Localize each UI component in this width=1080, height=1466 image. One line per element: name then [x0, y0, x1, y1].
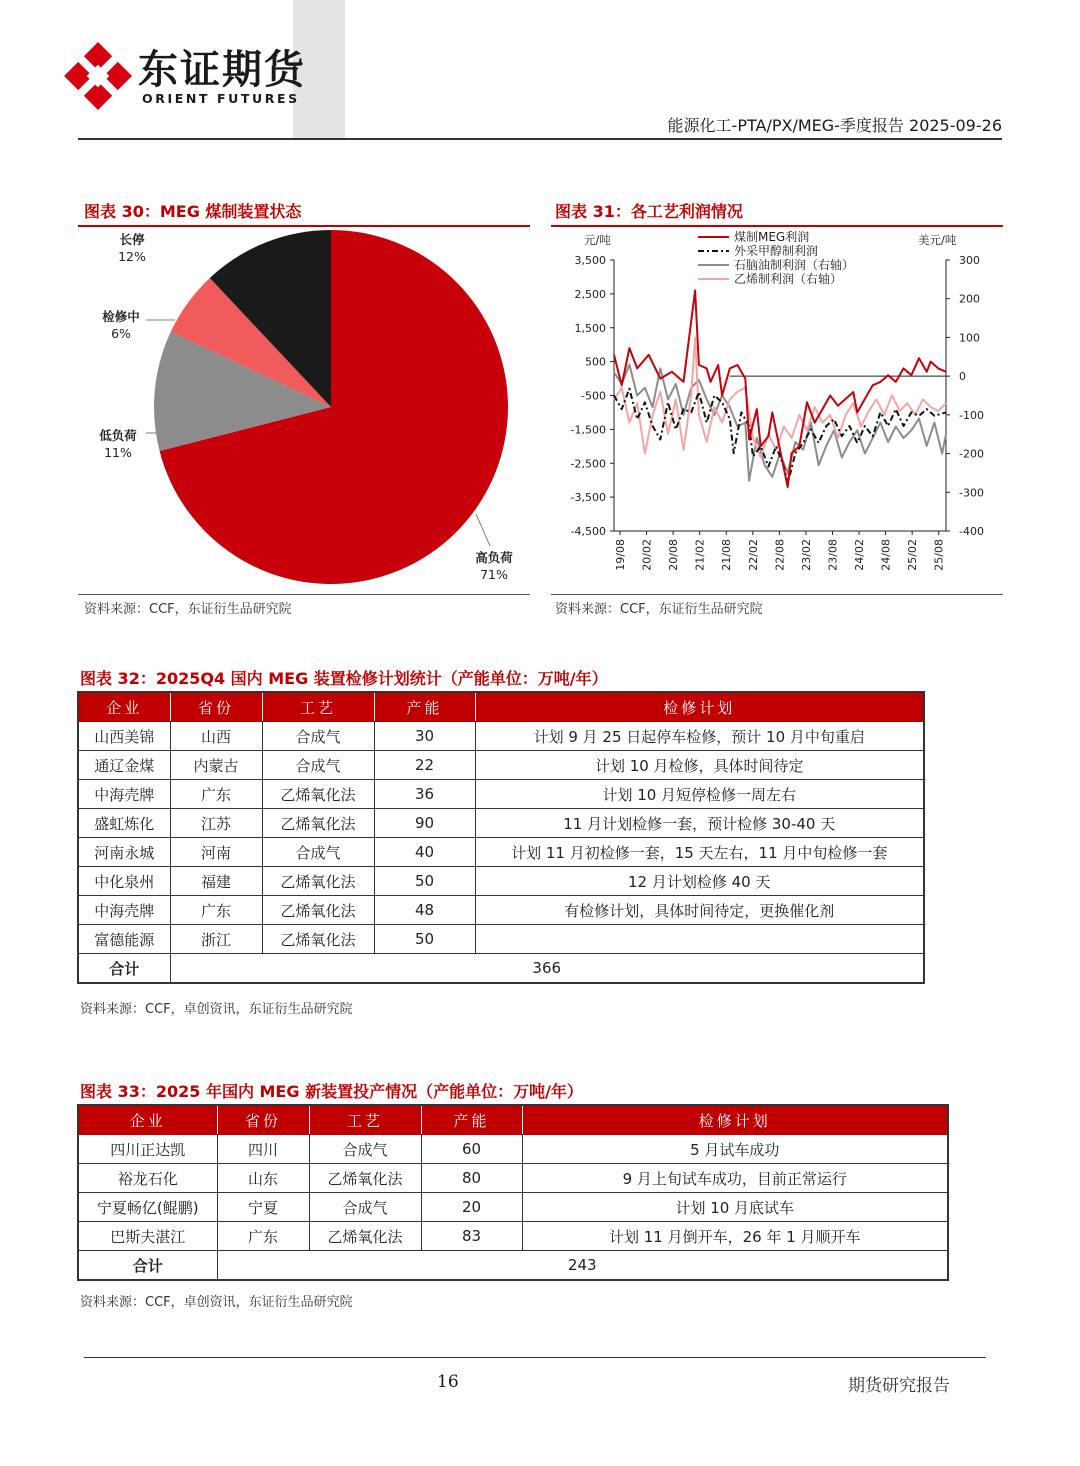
cell-plan: 计划 9 月 25 日起停车检修，预计 10 月中旬重启: [475, 722, 924, 751]
x-tick-label: 21/02: [693, 539, 707, 571]
pie-chart: [78, 228, 530, 592]
cell-plan: 11 月计划检修一套，预计检修 30-40 天: [475, 809, 924, 838]
cell-capacity: 60: [421, 1135, 522, 1164]
cell-process: 乙烯氧化法: [309, 1164, 421, 1193]
total-label: 合计: [78, 1251, 217, 1281]
report-header-title: 能源化工-PTA/PX/MEG-季度报告 2025-09-26: [667, 116, 1002, 135]
cell-plan: 计划 11 月初检修一套，15 天左右，11 月中旬检修一套: [475, 838, 924, 867]
logo-english-name: ORIENT FUTURES: [142, 91, 300, 106]
cell-province: 江苏: [170, 809, 262, 838]
right-unit-label: 美元/吨: [918, 233, 957, 247]
cell-province: 广东: [217, 1222, 309, 1251]
x-tick-label: 25/08: [932, 539, 946, 571]
cell-capacity: 90: [374, 809, 475, 838]
pie-slice-label: 检修中: [102, 309, 140, 324]
line-chart: [551, 228, 1003, 592]
left-tick-label: -3,500: [570, 491, 606, 505]
pie-slice-percent: 71%: [480, 567, 508, 582]
x-tick-label: 19/08: [614, 539, 627, 571]
left-unit-label: 元/吨: [584, 233, 611, 247]
cell-province: 内蒙古: [170, 751, 262, 780]
cell-capacity: 80: [421, 1164, 522, 1193]
cell-company: 河南永城: [78, 838, 170, 867]
legend-label: 外采甲醇制利润: [734, 244, 819, 258]
x-tick-label: 22/08: [773, 539, 787, 571]
cell-company: 山西美锦: [78, 722, 170, 751]
cell-plan: 12 月计划检修 40 天: [475, 867, 924, 896]
fig30-bottom-rule: [78, 594, 530, 595]
cell-plan: [475, 925, 924, 954]
table-row: [78, 867, 924, 896]
cell-process: 乙烯氧化法: [262, 896, 374, 925]
total-value: 243: [217, 1251, 948, 1281]
cell-capacity: 40: [374, 838, 475, 867]
x-tick-label: 22/02: [746, 539, 760, 571]
x-tick-label: 25/02: [906, 539, 920, 571]
left-tick-label: -2,500: [570, 457, 606, 471]
logo-chinese-name: 东证期货: [138, 47, 306, 93]
column-header: 企业: [78, 1105, 217, 1135]
cell-company: 裕龙石化: [78, 1164, 217, 1193]
cell-process: 合成气: [262, 838, 374, 867]
cell-province: 河南: [170, 838, 262, 867]
table32-header-row: [78, 692, 924, 722]
fig31-bottom-rule: [551, 594, 1003, 595]
cell-capacity: 83: [421, 1222, 522, 1251]
cell-province: 四川: [217, 1135, 309, 1164]
left-tick-label: -500: [581, 389, 606, 403]
cell-process: 合成气: [309, 1135, 421, 1164]
cell-company: 盛虹炼化: [78, 809, 170, 838]
pie-slice-percent: 6%: [111, 326, 131, 341]
right-tick-label: 100: [959, 331, 980, 345]
right-tick-label: -100: [959, 408, 984, 422]
cell-province: 宁夏: [217, 1193, 309, 1222]
cell-plan: 计划 10 月短停检修一周左右: [475, 780, 924, 809]
left-tick-label: 500: [585, 355, 606, 369]
fig30-source: 资料来源：CCF，东证衍生品研究院: [84, 602, 292, 617]
page-number: 16: [437, 1372, 459, 1392]
table-row: [78, 751, 924, 780]
table-row: [78, 896, 924, 925]
cell-process: 乙烯氧化法: [262, 925, 374, 954]
cell-province: 广东: [170, 896, 262, 925]
cell-province: 福建: [170, 867, 262, 896]
cell-plan: 计划 11 月倒开车，26 年 1 月顺开车: [522, 1222, 948, 1251]
table-row: [78, 838, 924, 867]
x-tick-label: 24/02: [853, 539, 867, 571]
cell-plan: 9 月上旬试车成功，目前正常运行: [522, 1164, 948, 1193]
column-header: 检修计划: [522, 1105, 948, 1135]
cell-plan: 计划 10 月检修，具体时间待定: [475, 751, 924, 780]
cell-province: 浙江: [170, 925, 262, 954]
table-row: [78, 925, 924, 954]
table33-source: 资料来源：CCF，卓创资讯，东证衍生品研究院: [80, 1295, 353, 1310]
x-tick-label: 21/08: [720, 539, 734, 571]
cell-capacity: 50: [374, 925, 475, 954]
table33-title: 图表 33：2025 年国内 MEG 新装置投产情况（产能单位：万吨/年）: [80, 1082, 583, 1101]
legend-label: 石脑油制利润（右轴）: [734, 258, 855, 272]
pie-slice-label: 长停: [119, 232, 145, 247]
cell-capacity: 36: [374, 780, 475, 809]
cell-process: 乙烯氧化法: [309, 1222, 421, 1251]
cell-company: 通辽金煤: [78, 751, 170, 780]
fig31-title: 图表 31：各工艺利润情况: [555, 202, 743, 221]
table-total-row: [78, 954, 924, 984]
cell-process: 乙烯氧化法: [262, 867, 374, 896]
footer-divider: [84, 1357, 986, 1358]
column-header: 产能: [374, 692, 475, 722]
right-tick-label: 200: [959, 292, 980, 306]
column-header: 省份: [217, 1105, 309, 1135]
cell-capacity: 48: [374, 896, 475, 925]
cell-process: 乙烯氧化法: [262, 809, 374, 838]
x-tick-label: 20/02: [640, 539, 654, 571]
fig31-title-rule: [551, 225, 1003, 227]
cell-process: 合成气: [262, 751, 374, 780]
fig30-title-rule: [78, 225, 530, 227]
pie-slice-label: 低负荷: [99, 428, 137, 443]
header-divider: [78, 138, 1002, 140]
column-header: 工艺: [262, 692, 374, 722]
table33: [77, 1104, 949, 1281]
cell-process: 合成气: [309, 1193, 421, 1222]
cell-capacity: 30: [374, 722, 475, 751]
table32-source: 资料来源：CCF，卓创资讯，东证衍生品研究院: [80, 1002, 353, 1017]
cell-province: 山东: [217, 1164, 309, 1193]
table-row: [78, 1222, 948, 1251]
cell-company: 富德能源: [78, 925, 170, 954]
total-value: 366: [170, 954, 924, 984]
cell-company: 中海壳牌: [78, 780, 170, 809]
right-tick-label: -300: [959, 486, 984, 500]
table33-header-row: [78, 1105, 948, 1135]
pie-slice-percent: 12%: [118, 249, 146, 264]
cell-process: 合成气: [262, 722, 374, 751]
series-line: [614, 337, 946, 457]
column-header: 企业: [78, 692, 170, 722]
table-row: [78, 722, 924, 751]
x-tick-label: 24/08: [879, 539, 893, 571]
cell-plan: 5 月试车成功: [522, 1135, 948, 1164]
cell-company: 宁夏畅亿(鲲鹏): [78, 1193, 217, 1222]
cell-process: 乙烯氧化法: [262, 780, 374, 809]
cell-province: 山西: [170, 722, 262, 751]
cell-plan: 有检修计划，具体时间待定，更换催化剂: [475, 896, 924, 925]
cell-company: 中化泉州: [78, 867, 170, 896]
table-total-row: [78, 1251, 948, 1281]
column-header: 省份: [170, 692, 262, 722]
right-tick-label: -200: [959, 447, 984, 461]
table-row: [78, 809, 924, 838]
left-tick-label: 1,500: [574, 321, 606, 335]
cell-company: 四川正达凯: [78, 1135, 217, 1164]
table-row: [78, 1164, 948, 1193]
right-tick-label: -400: [959, 525, 984, 538]
cell-province: 广东: [170, 780, 262, 809]
table32: [77, 691, 925, 984]
cell-company: 中海壳牌: [78, 896, 170, 925]
table-row: [78, 1135, 948, 1164]
pie-leader-line: [476, 514, 490, 546]
column-header: 工艺: [309, 1105, 421, 1135]
right-tick-label: 0: [959, 370, 966, 384]
fig31-source: 资料来源：CCF，东证衍生品研究院: [555, 602, 763, 617]
series-line: [614, 291, 946, 488]
column-header: 产能: [421, 1105, 522, 1135]
cell-capacity: 22: [374, 751, 475, 780]
x-tick-label: 23/08: [826, 539, 840, 571]
pie-slice-percent: 11%: [104, 445, 132, 460]
cell-capacity: 50: [374, 867, 475, 896]
legend-label: 煤制MEG利润: [734, 230, 810, 244]
total-label: 合计: [78, 954, 170, 984]
fig30-title: 图表 30：MEG 煤制装置状态: [84, 202, 302, 221]
left-tick-label: 2,500: [574, 287, 606, 301]
cell-company: 巴斯夫湛江: [78, 1222, 217, 1251]
left-tick-label: 3,500: [574, 254, 606, 267]
left-tick-label: -4,500: [570, 525, 606, 538]
column-header: 检修计划: [475, 692, 924, 722]
legend-label: 乙烯制利润（右轴）: [734, 272, 843, 286]
cell-plan: 计划 10 月底试车: [522, 1193, 948, 1222]
right-tick-label: 300: [959, 254, 980, 267]
footer-label: 期货研究报告: [848, 1376, 950, 1396]
table-row: [78, 1193, 948, 1222]
pie-slice-label: 高负荷: [475, 550, 513, 565]
table32-title: 图表 32：2025Q4 国内 MEG 装置检修计划统计（产能单位：万吨/年）: [80, 669, 608, 688]
x-tick-label: 20/08: [667, 539, 681, 571]
left-tick-label: -1,500: [570, 423, 606, 437]
cell-capacity: 20: [421, 1193, 522, 1222]
x-tick-label: 23/02: [799, 539, 813, 571]
table-row: [78, 780, 924, 809]
